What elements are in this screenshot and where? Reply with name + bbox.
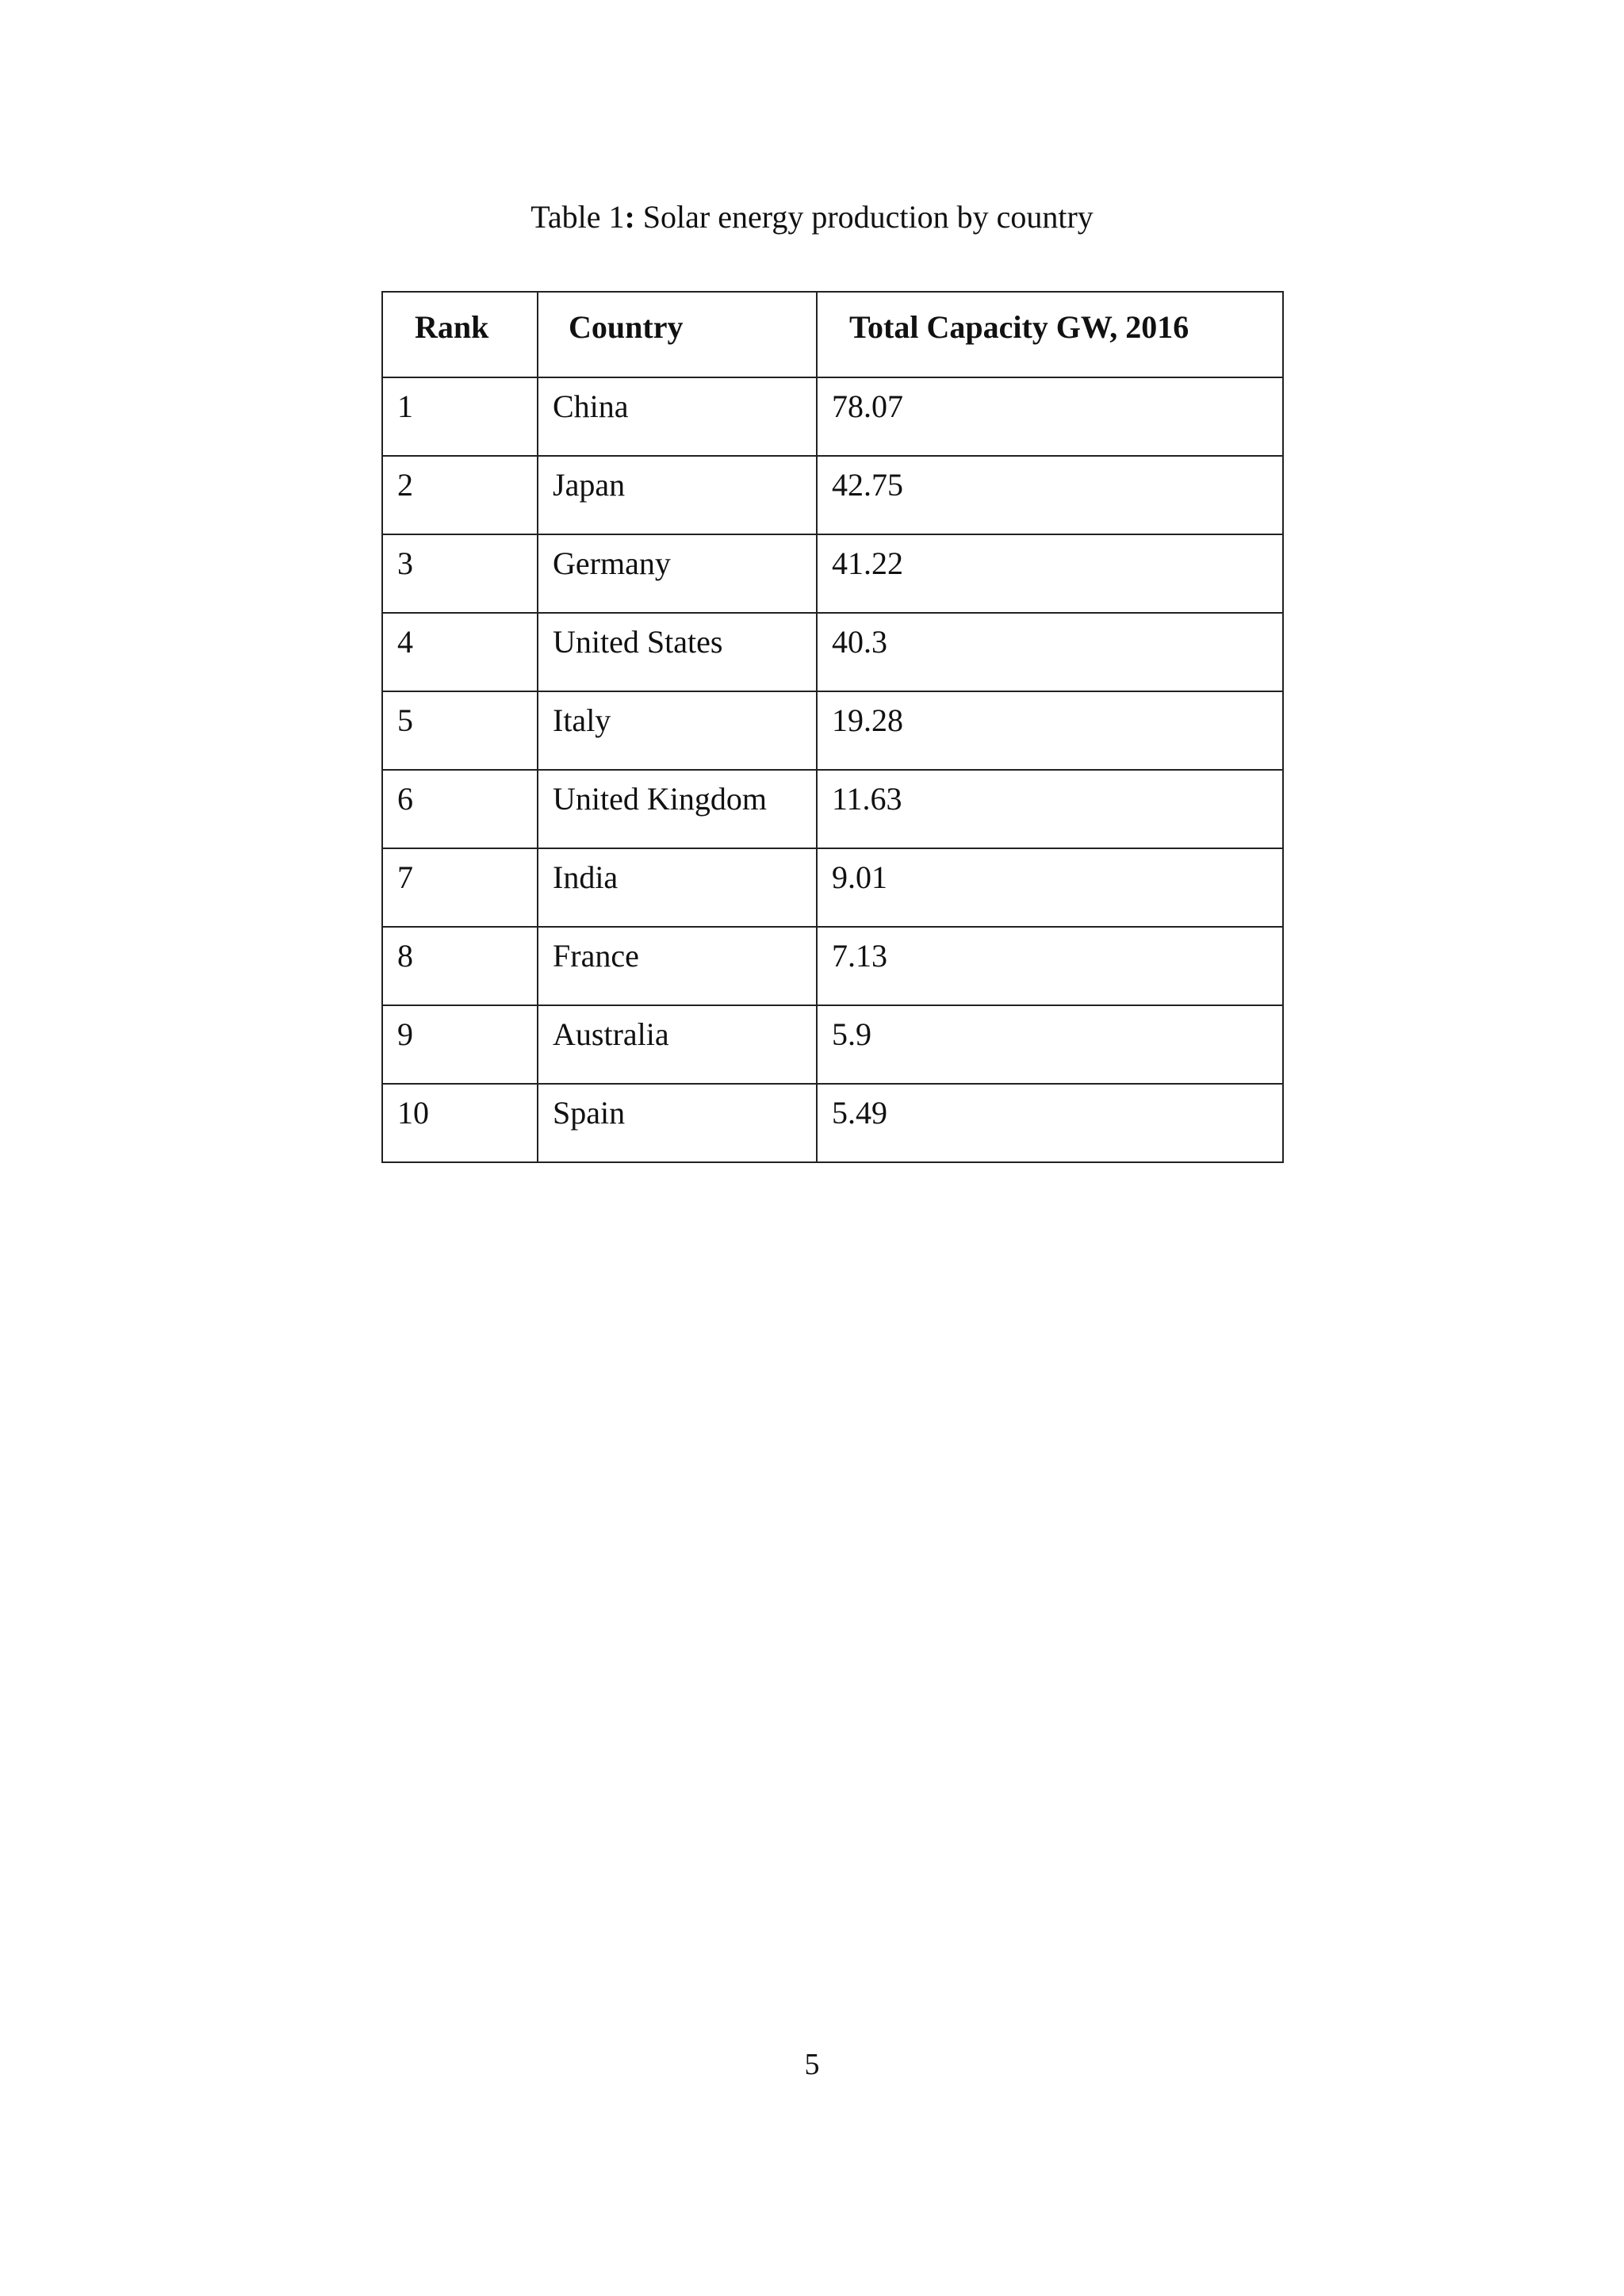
cell-capacity: 7.13 [817, 927, 1283, 1005]
cell-rank: 4 [382, 613, 538, 691]
caption-label: Table 1 [530, 199, 625, 235]
cell-rank: 2 [382, 456, 538, 534]
table-row [382, 1005, 1283, 1084]
cell-country: United States [538, 613, 817, 691]
table-header-row [382, 292, 1283, 377]
table-row [382, 456, 1283, 534]
cell-capacity: 5.9 [817, 1005, 1283, 1084]
table-row [382, 1084, 1283, 1162]
cell-country: France [538, 927, 817, 1005]
cell-rank: 6 [382, 770, 538, 848]
cell-country: India [538, 848, 817, 927]
cell-rank: 9 [382, 1005, 538, 1084]
cell-capacity: 11.63 [817, 770, 1283, 848]
header-capacity: Total Capacity GW, 2016 [817, 292, 1283, 377]
header-rank: Rank [382, 292, 538, 377]
cell-country: China [538, 377, 817, 456]
cell-country: Italy [538, 691, 817, 770]
table-row [382, 534, 1283, 613]
cell-capacity: 78.07 [817, 377, 1283, 456]
table-row [382, 691, 1283, 770]
table-row [382, 613, 1283, 691]
cell-capacity: 41.22 [817, 534, 1283, 613]
cell-country: United Kingdom [538, 770, 817, 848]
cell-capacity: 5.49 [817, 1084, 1283, 1162]
table-row [382, 377, 1283, 456]
cell-country: Japan [538, 456, 817, 534]
cell-capacity: 40.3 [817, 613, 1283, 691]
cell-capacity: 9.01 [817, 848, 1283, 927]
cell-capacity: 42.75 [817, 456, 1283, 534]
table-row [382, 927, 1283, 1005]
cell-rank: 5 [382, 691, 538, 770]
cell-capacity: 19.28 [817, 691, 1283, 770]
table-caption [0, 193, 1624, 241]
cell-rank: 7 [382, 848, 538, 927]
table-body [382, 377, 1283, 1162]
table-row [382, 770, 1283, 848]
cell-rank: 8 [382, 927, 538, 1005]
solar-capacity-table [381, 291, 1284, 1163]
cell-rank: 3 [382, 534, 538, 613]
table-row [382, 848, 1283, 927]
header-country: Country [538, 292, 817, 377]
caption-separator: : [624, 199, 635, 235]
cell-country: Spain [538, 1084, 817, 1162]
cell-rank: 10 [382, 1084, 538, 1162]
page-number: 5 [804, 2048, 820, 2081]
cell-country: Australia [538, 1005, 817, 1084]
cell-country: Germany [538, 534, 817, 613]
caption-text: Solar energy production by country [634, 199, 1094, 235]
cell-rank: 1 [382, 377, 538, 456]
